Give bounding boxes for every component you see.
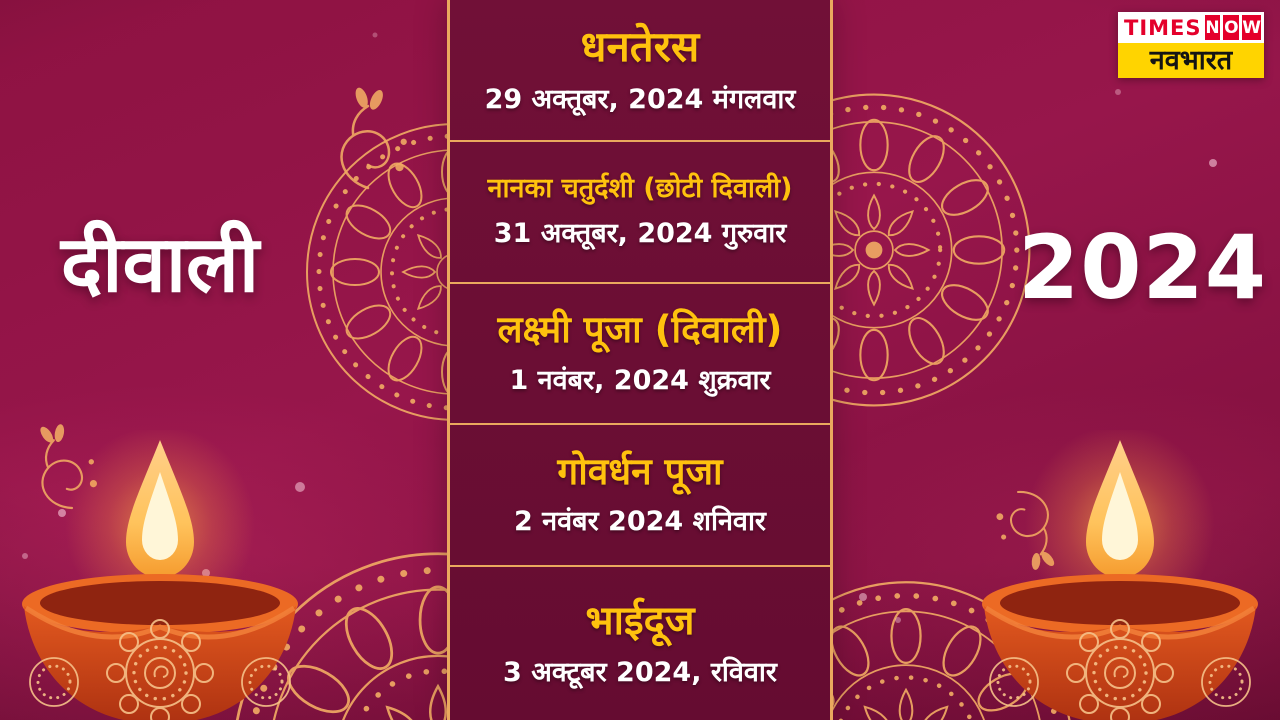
logo-now-letter-w: W — [1242, 15, 1261, 40]
festival-name: गोवर्धन पूजा — [557, 449, 723, 493]
diya-lamp-left-icon — [20, 430, 300, 720]
festival-row-lakshmi-puja — [450, 282, 830, 423]
festival-date: 3 अक्टूबर 2024, रविवार — [503, 656, 777, 688]
poster-title: दीवाली — [60, 220, 260, 310]
festival-name: भाईदूज — [585, 597, 695, 644]
diya-lamp-right-icon — [980, 430, 1260, 720]
logo-navbharat-text: नवभारत — [1118, 43, 1264, 78]
festival-row-govardhan-puja — [450, 423, 830, 565]
logo-now-letter-o: O — [1223, 15, 1239, 40]
timesnow-navbharat-logo — [1118, 12, 1264, 78]
festival-date: 1 नवंबर, 2024 शुक्रवार — [509, 364, 771, 396]
festival-name: धनतेरस — [580, 21, 700, 71]
poster-year: 2024 — [1018, 216, 1267, 319]
festival-name: नानका चतुर्दशी (छोटी दिवाली) — [487, 173, 793, 205]
festival-date: 2 नवंबर 2024 शनिवार — [514, 506, 766, 538]
logo-now-letter-n: N — [1205, 15, 1221, 40]
festival-row-dhanteras — [450, 0, 830, 140]
festival-row-chhoti-diwali — [450, 140, 830, 282]
festival-date: 29 अक्तूबर, 2024 मंगलवार — [484, 84, 796, 116]
logo-times-text: TIMES — [1124, 15, 1202, 40]
logo-times-now-bar — [1118, 12, 1264, 43]
festival-schedule-panel — [447, 0, 833, 720]
festival-row-bhai-dooj — [450, 565, 830, 720]
swirl-flourish-icon — [342, 86, 407, 188]
festival-name: लक्ष्मी पूजा (दिवाली) — [497, 308, 783, 352]
festival-date: 31 अक्तूबर, 2024 गुरुवार — [493, 217, 787, 249]
